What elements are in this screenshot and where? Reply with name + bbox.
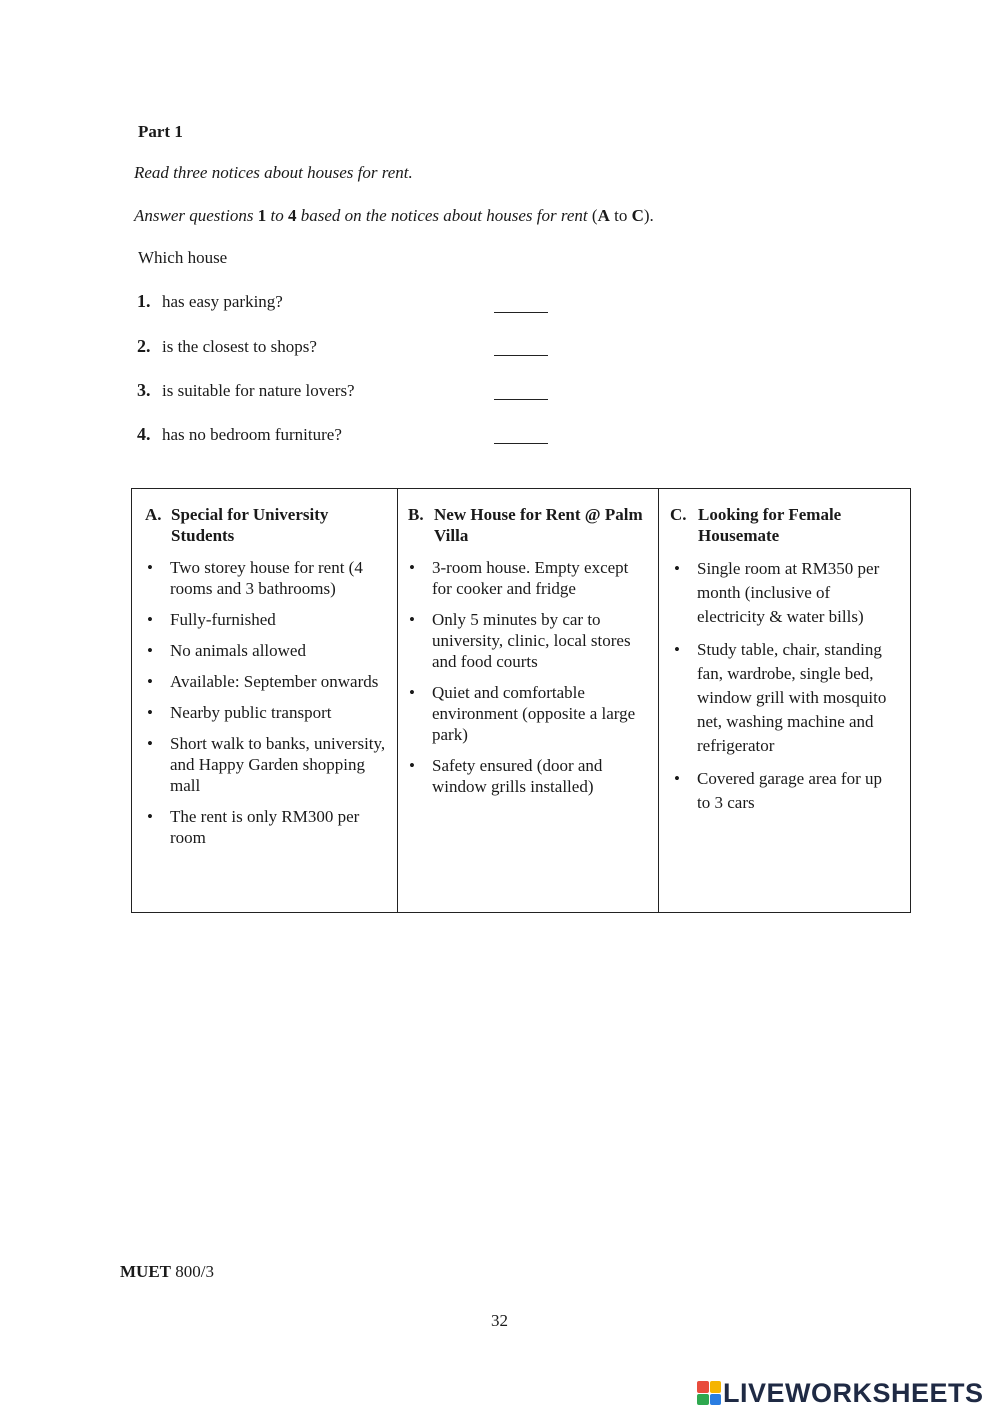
- question-text: is the closest to shops?: [162, 337, 317, 356]
- part-title: Part 1: [138, 122, 183, 141]
- logo-square: [710, 1394, 722, 1406]
- answer-blank-2[interactable]: [494, 355, 548, 356]
- list-item: • Study table, chair, standing fan, wardrobe, single bed, window grill with mosquito net, washing machine and refrigerator: [674, 640, 887, 755]
- list-item: • Safety ensured (door and window grills installed): [409, 756, 603, 796]
- question-number: 2.: [137, 336, 151, 356]
- logo-square: [710, 1381, 722, 1393]
- question-number: 4.: [137, 424, 151, 444]
- list-item: • Quiet and comfortable environment (opposite a large park): [409, 683, 636, 744]
- answer-blank-4[interactable]: [494, 443, 548, 444]
- notice-c: C. Looking for Female Housemate • Single room at RM350 per month (inclusive of electricity & water bills) • Study table, chair, standing fan, wardrobe, single bed, window grill with mosquito net, washing machine and refrigerator • Covered garage area for up to 3 cars: [658, 489, 910, 912]
- logo-grid-icon: [697, 1381, 721, 1405]
- bullet-icon: •: [147, 703, 153, 722]
- list-item: • Single room at RM350 per month (inclusive of electricity & water bills): [674, 559, 880, 626]
- question-text: has no bedroom furniture?: [162, 425, 342, 444]
- bullet-icon: •: [409, 683, 415, 702]
- bullet-icon: •: [674, 769, 680, 788]
- list-item: • Covered garage area for up to 3 cars: [674, 769, 883, 812]
- bullet-icon: •: [147, 641, 153, 660]
- answer-blank-3[interactable]: [494, 399, 548, 400]
- question-text: is suitable for nature lovers?: [162, 381, 355, 400]
- notice-c-list: [673, 557, 898, 824]
- page-number: 32: [491, 1311, 508, 1330]
- list-item: • Fully-furnished: [147, 610, 276, 629]
- question-text: has easy parking?: [162, 292, 283, 311]
- question-3: [137, 380, 355, 401]
- question-4: [137, 424, 342, 445]
- bullet-icon: •: [409, 610, 415, 629]
- answer-blank-1[interactable]: [494, 312, 548, 313]
- list-item: • Nearby public transport: [147, 703, 332, 722]
- list-item: • No animals allowed: [147, 641, 306, 660]
- notice-b: B. New House for Rent @ Palm Villa • 3-room house. Empty except for cooker and fridge • Only 5 minutes by car to university, clinic, local stores and food courts • Quiet and comfortable environment (opposite a large park) • Safety ensured (door and window grills installed): [397, 489, 659, 912]
- bullet-icon: •: [147, 807, 153, 826]
- bullet-icon: •: [674, 559, 680, 578]
- list-item: • Only 5 minutes by car to university, clinic, local stores and food courts: [409, 610, 631, 671]
- question-1: [137, 291, 283, 312]
- exam-code: MUET 800/3: [120, 1262, 214, 1281]
- question-2: [137, 336, 317, 357]
- bullet-icon: •: [147, 558, 153, 577]
- instruction-read: Read three notices about houses for rent.: [134, 163, 413, 182]
- bullet-icon: •: [147, 672, 153, 691]
- logo-square: [697, 1394, 709, 1406]
- bullet-icon: •: [147, 610, 153, 629]
- list-item: • The rent is only RM300 per room: [147, 807, 360, 847]
- which-house-label: Which house: [138, 248, 228, 267]
- list-item: • Short walk to banks, university, and Happy Garden shopping mall: [147, 734, 386, 795]
- list-item: • Available: September onwards: [147, 672, 379, 691]
- bullet-icon: •: [409, 756, 415, 775]
- bullet-icon: •: [409, 558, 415, 577]
- instruction-answer: Answer questions 1 to 4 based on the notices about houses for rent (A to C).: [134, 206, 654, 225]
- notices-table: [131, 488, 911, 913]
- question-number: 1.: [137, 291, 151, 311]
- question-number: 3.: [137, 380, 151, 400]
- notice-a-list: [146, 557, 386, 858]
- bullet-icon: •: [674, 640, 680, 659]
- list-item: • Two storey house for rent (4 rooms and 3 bathrooms): [147, 558, 363, 598]
- logo-text: LIVEWORKSHEETS: [723, 1377, 984, 1408]
- notice-a: A. Special for University Students • Two storey house for rent (4 rooms and 3 bathrooms) • Fully-furnished • No animals allowed • Available: September onwards • Nearby public transport • Short walk to banks, university, and Happy Garden shopping mall • The rent is only RM300 per room: [132, 489, 398, 912]
- list-item: • 3-room house. Empty except for cooker and fridge: [409, 558, 629, 598]
- bullet-icon: •: [147, 734, 153, 753]
- logo-square: [697, 1381, 709, 1393]
- liveworksheets-logo[interactable]: [697, 1378, 984, 1408]
- notice-b-list: [408, 557, 638, 807]
